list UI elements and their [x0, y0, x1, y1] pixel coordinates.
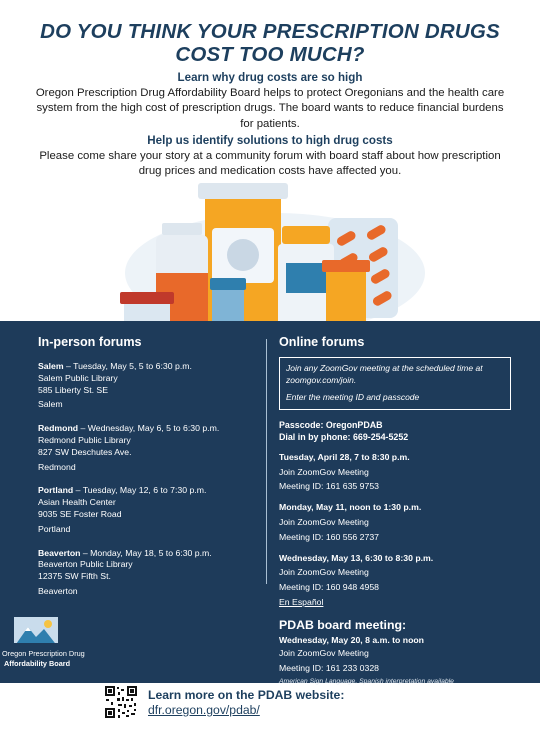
qr-code-icon[interactable]: [104, 685, 138, 719]
forum-venue: Salem Public Library: [38, 372, 118, 383]
forum-city: Salem: [38, 361, 64, 371]
meeting-join[interactable]: Join ZoomGov Meeting: [279, 567, 369, 578]
in-person-title: In-person forums: [38, 335, 142, 349]
forum-venue: Asian Health Center: [38, 497, 116, 508]
online-meeting-3: [279, 553, 511, 609]
intro-heading-1: Learn why drug costs are so high: [177, 71, 363, 84]
meeting-id: Meeting ID: 160 948 4958: [279, 582, 379, 593]
footer-title: Learn more on the PDAB website:: [148, 688, 345, 702]
intro-help: [30, 133, 510, 180]
logo-line-1: Oregon Prescription Drug: [2, 649, 85, 658]
meeting-id: Meeting ID: 160 556 2737: [279, 531, 379, 542]
online-meeting-1: [279, 452, 511, 493]
passcode: Passcode: OregonPDAB: [279, 419, 383, 430]
online-instruction-2: Enter the meeting ID and passcode: [286, 392, 420, 403]
intro-body-2: Please come share your story at a community forum with board staff about how prescription drug prices and medication costs have affected you.: [39, 149, 501, 177]
website-link[interactable]: dfr.oregon.gov/pdab/: [148, 703, 260, 717]
meeting-when: Monday, May 11, noon to 1:30 p.m.: [279, 502, 422, 513]
in-person-column: [38, 335, 260, 610]
board-meeting-when: Wednesday, May 20, 8 a.m. to noon: [279, 634, 424, 645]
forum-when: – Wednesday, May 6, 5 to 6:30 p.m.: [78, 423, 220, 434]
board-meeting-id: Meeting ID: 161 233 0328: [279, 662, 379, 673]
passcode-block: [279, 419, 511, 443]
intro-learn: [30, 70, 510, 132]
forum-when: – Tuesday, May 12, 6 to 7:30 p.m.: [73, 485, 207, 496]
meeting-when: Wednesday, May 13, 6:30 to 8:30 p.m.: [279, 552, 434, 563]
forum-venue: Redmond Public Library: [38, 434, 131, 445]
board-meeting-title: PDAB board meeting:: [279, 617, 407, 632]
logo-line-2: Affordability Board: [4, 658, 71, 668]
logo-text: [2, 649, 85, 668]
forum-town: Salem: [38, 399, 63, 410]
forum-when: – Tuesday, May 5, 5 to 6:30 p.m.: [63, 361, 192, 371]
forum-town: Redmond: [38, 461, 76, 472]
meeting-join[interactable]: Join ZoomGov Meeting: [279, 466, 369, 477]
online-title: Online forums: [279, 335, 365, 349]
board-meeting-note: American Sign Language, Spanish interpretation available: [279, 678, 454, 686]
headline-line-2: COST TOO MUCH?: [175, 43, 365, 66]
headline: [0, 20, 540, 66]
dial-in: Dial in by phone: 669-254-5252: [279, 431, 409, 442]
forum-town: Portland: [38, 523, 71, 534]
board-meeting-join[interactable]: Join ZoomGov Meeting: [279, 647, 369, 658]
bottle-far-right: [326, 272, 366, 326]
intro-heading-2: Help us identify solutions to high drug costs: [147, 134, 393, 147]
forum-town: Beaverton: [38, 585, 78, 596]
forum-beaverton: [38, 548, 260, 598]
forum-address: 827 SW Deschutes Ave.: [38, 446, 132, 457]
meeting-id: Meeting ID: 161 635 9753: [279, 481, 379, 492]
forum-city: Portland: [38, 485, 74, 496]
en-espanol-link[interactable]: En Español: [279, 596, 324, 607]
footer: [148, 688, 344, 718]
forums-panel: [0, 321, 540, 686]
forum-redmond: [38, 423, 260, 473]
forum-venue: Beaverton Public Library: [38, 559, 133, 570]
meeting-join[interactable]: Join ZoomGov Meeting: [279, 516, 369, 527]
forum-salem: [38, 361, 260, 411]
intro-body-1: Oregon Prescription Drug Affordability Board helps to protect Oregonians and the health care system from the high cost of prescription drugs. The board wants to reduce financial burdens for patients.: [35, 86, 505, 130]
online-instructions-box: [279, 357, 511, 410]
forum-address: 9035 SE Foster Road: [38, 508, 122, 519]
medication-bottles-illustration: [110, 178, 430, 326]
forum-city: Redmond: [38, 423, 79, 434]
online-meeting-2: [279, 502, 511, 543]
bottle-cap-center: [198, 183, 288, 199]
forum-city: Beaverton: [38, 547, 81, 558]
forum-portland: [38, 485, 260, 535]
mountain-logo-icon: [14, 617, 58, 647]
column-divider: [266, 339, 267, 584]
headline-line-1: DO YOU THINK YOUR PRESCRIPTION DRUGS: [40, 20, 500, 43]
forum-address: 12375 SW Fifth St.: [38, 571, 111, 582]
forum-when: – Monday, May 18, 5 to 6:30 p.m.: [80, 547, 212, 558]
online-instruction-1: Join any ZoomGov meeting at the scheduled time at zoomgov.com/join.: [286, 363, 483, 385]
online-column: [279, 335, 511, 686]
meeting-when: Tuesday, April 28, 7 to 8:30 p.m.: [279, 451, 410, 462]
forum-address: 585 Liberty St. SE: [38, 384, 109, 395]
